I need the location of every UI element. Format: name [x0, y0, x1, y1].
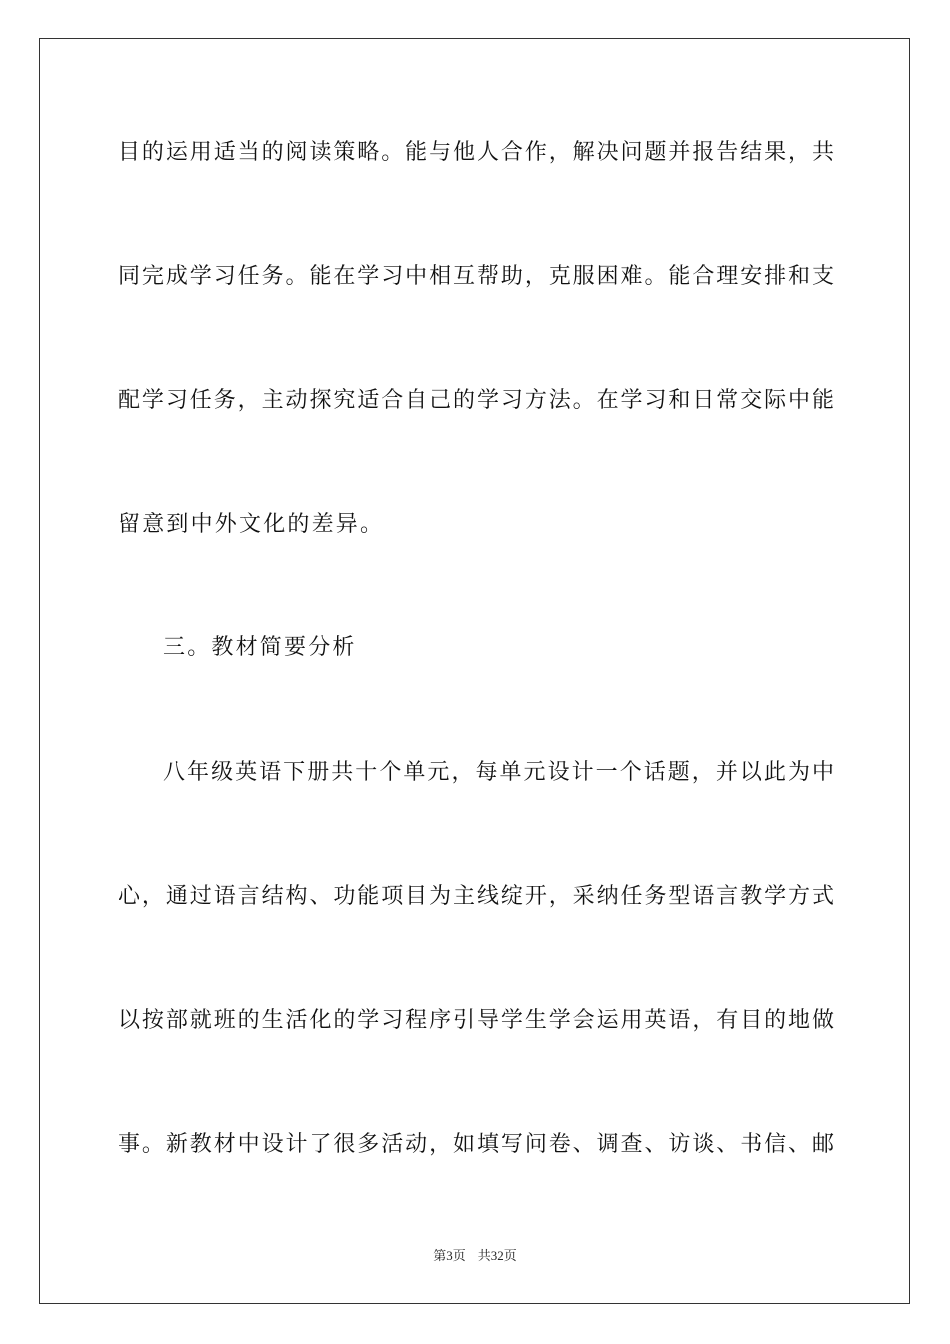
- body-text-line: 目的运用适当的阅读策略。能与他人合作，解决问题并报告结果，共: [118, 140, 834, 165]
- body-text-line: 事。新教材中设计了很多活动，如填写问卷、调查、访谈、书信、邮: [118, 1132, 834, 1157]
- body-text-line: 八年级英语下册共十个单元，每单元设计一个话题，并以此为中: [163, 760, 834, 785]
- section-heading: 三。教材简要分析: [163, 635, 357, 660]
- body-text-line: 同完成学习任务。能在学习中相互帮助，克服困难。能合理安排和支: [118, 264, 834, 289]
- page-border: [39, 38, 910, 1304]
- page-footer: [0, 1247, 950, 1265]
- body-text-line: 心，通过语言结构、功能项目为主线绽开，采纳任务型语言教学方式: [118, 884, 834, 909]
- page-total: 共32页: [477, 1248, 517, 1263]
- body-text-line: 配学习任务，主动探究适合自己的学习方法。在学习和日常交际中能: [118, 388, 834, 413]
- body-text-line: 留意到中外文化的差异。: [118, 512, 385, 537]
- page-number: 第3页: [433, 1248, 466, 1263]
- body-text-line: 以按部就班的生活化的学习程序引导学生学会运用英语，有目的地做: [118, 1008, 834, 1033]
